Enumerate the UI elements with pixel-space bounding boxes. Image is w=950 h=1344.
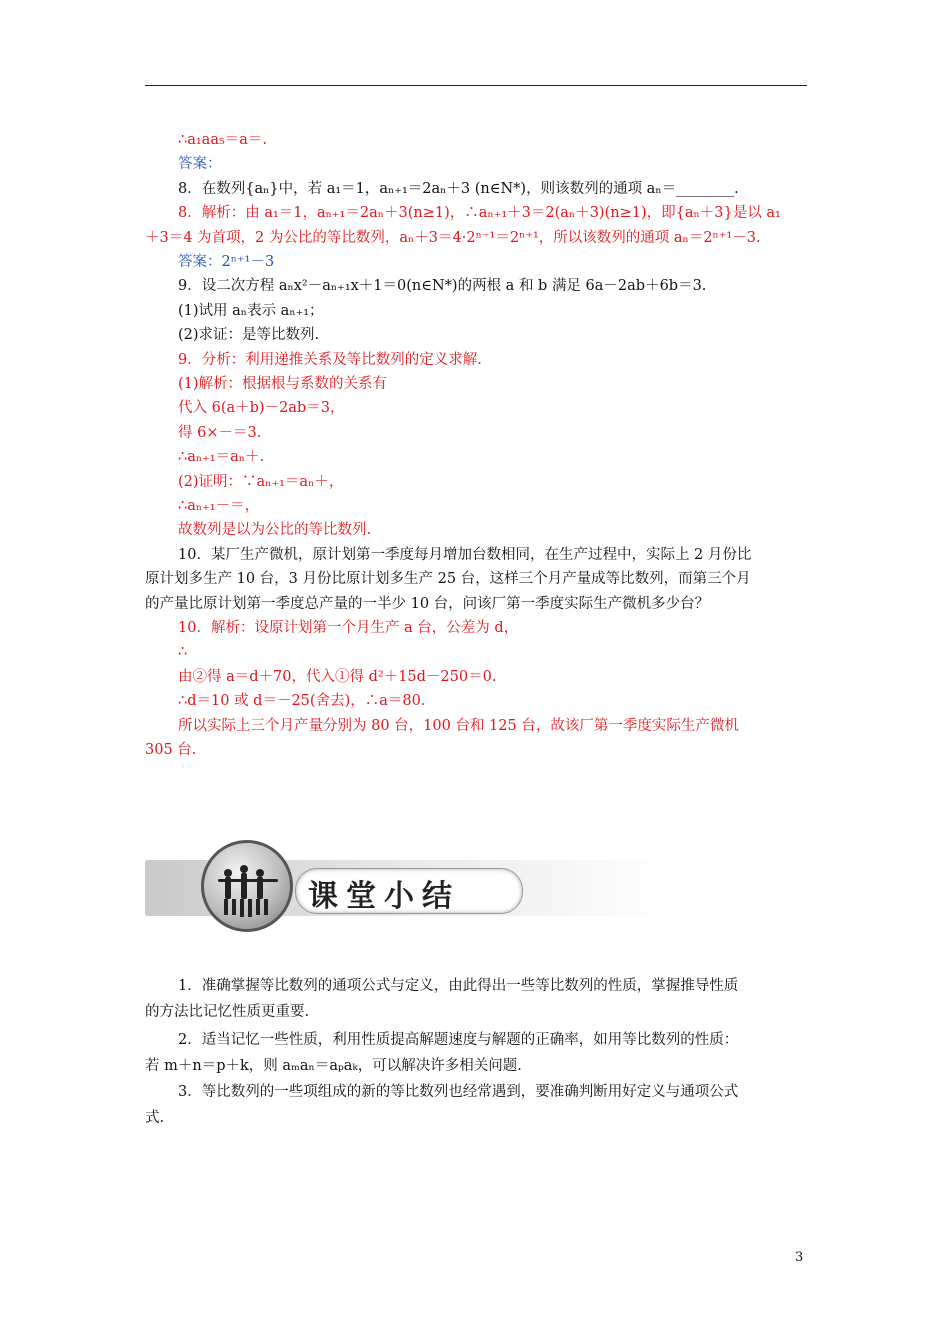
text-line: 答案： — [178, 156, 222, 173]
text-line: ＋3＝4 为首项，2 为公比的等比数列，aₙ＋3＝4·2ⁿ⁻¹＝2ⁿ⁺¹，所以该数列的通项 aₙ＝2ⁿ⁺¹－3. — [145, 229, 761, 246]
text-line: 故数列是以为公比的等比数列. — [178, 522, 372, 539]
summary-line: 3．等比数列的一些项组成的新的等比数列也经常遇到，要准确判断用好定义与通项公式 — [178, 1084, 739, 1100]
text-line: ∴a₁aa₅＝a＝. — [178, 132, 268, 148]
text-line: ∴ — [178, 644, 188, 661]
text-line: (2)求证：是等比数列. — [178, 327, 320, 344]
summary-line: 的方法比记忆性质更重要. — [145, 1004, 310, 1020]
summary-line: 若 m＋n＝p＋k，则 aₘaₙ＝aₚaₖ，可以解决许多相关问题. — [145, 1058, 522, 1074]
summary-line: 1．准确掌握等比数列的通项公式与定义，由此得出一些等比数列的性质，掌握推导性质 — [178, 978, 739, 994]
text-line: 10．某厂生产微机，原计划第一季度每月增加台数相同，在生产过程中，实际上 2 月份比 — [178, 546, 752, 563]
summary-line: 2．适当记忆一些性质，利用性质提高解题速度与解题的正确率，如用等比数列的性质： — [178, 1032, 739, 1048]
text-line: ∴aₙ₊₁＝aₙ＋. — [178, 449, 265, 466]
text-line: 8．在数列{aₙ}中，若 a₁＝1，aₙ₊₁＝2aₙ＋3 (n∈N*)，则该数列的通项 aₙ＝________. — [178, 180, 739, 197]
text-line: 305 台. — [145, 742, 197, 758]
text-line: 代入 6(a＋b)－2ab＝3， — [178, 400, 345, 417]
text-line: 所以实际上三个月产量分别为 80 台，100 台和 125 台，故该厂第一季度实际生产微机 — [178, 717, 739, 734]
text-line: 9．分析：利用递推关系及等比数列的定义求解. — [178, 351, 482, 368]
text-line: (1)解析：根据根与系数的关系有 — [178, 376, 388, 392]
text-line: 9．设二次方程 aₙx²－aₙ₊₁x＋1＝0(n∈N*)的两根 a 和 b 满足 6a－2ab＋6b＝3. — [178, 278, 707, 295]
text-line: 由②得 a＝d＋70，代入①得 d²＋15d－250＝0. — [178, 668, 497, 685]
text-line: (2)证明：∵aₙ₊₁＝aₙ＋， — [178, 473, 344, 490]
dancers-icon — [201, 840, 293, 932]
text-line: 答案：2ⁿ⁺¹－3 — [178, 254, 275, 270]
text-line: ∴aₙ₊₁－＝， — [178, 498, 260, 514]
text-line: ∴d＝10 或 d＝－25(舍去)，∴a＝80. — [178, 693, 426, 710]
text-line: 原计划多生产 10 台，3 月份比原计划多生产 25 台，这样三个月产量成等比数列，而第三个月 — [145, 571, 751, 588]
section-banner — [145, 838, 665, 928]
summary-line: 式. — [145, 1110, 165, 1126]
banner-title: 课堂小结 — [308, 879, 460, 914]
page-number: 3 — [795, 1250, 804, 1265]
header-rule — [145, 85, 807, 86]
text-line: 的产量比原计划第一季度总产量的一半少 10 台，问该厂第一季度实际生产微机多少台？ — [145, 595, 710, 612]
text-line: 8．解析：由 a₁＝1，aₙ₊₁＝2aₙ＋3(n≥1)，∴aₙ₊₁＋3＝2(aₙ＋3)(n≥1)，即{aₙ＋3}是以 a₁ — [178, 205, 781, 222]
text-line: 得 6×－＝3. — [178, 424, 262, 441]
text-line: (1)试用 aₙ表示 aₙ₊₁； — [178, 302, 324, 319]
text-line: 10．解析：设原计划第一个月生产 a 台，公差为 d， — [178, 620, 519, 636]
